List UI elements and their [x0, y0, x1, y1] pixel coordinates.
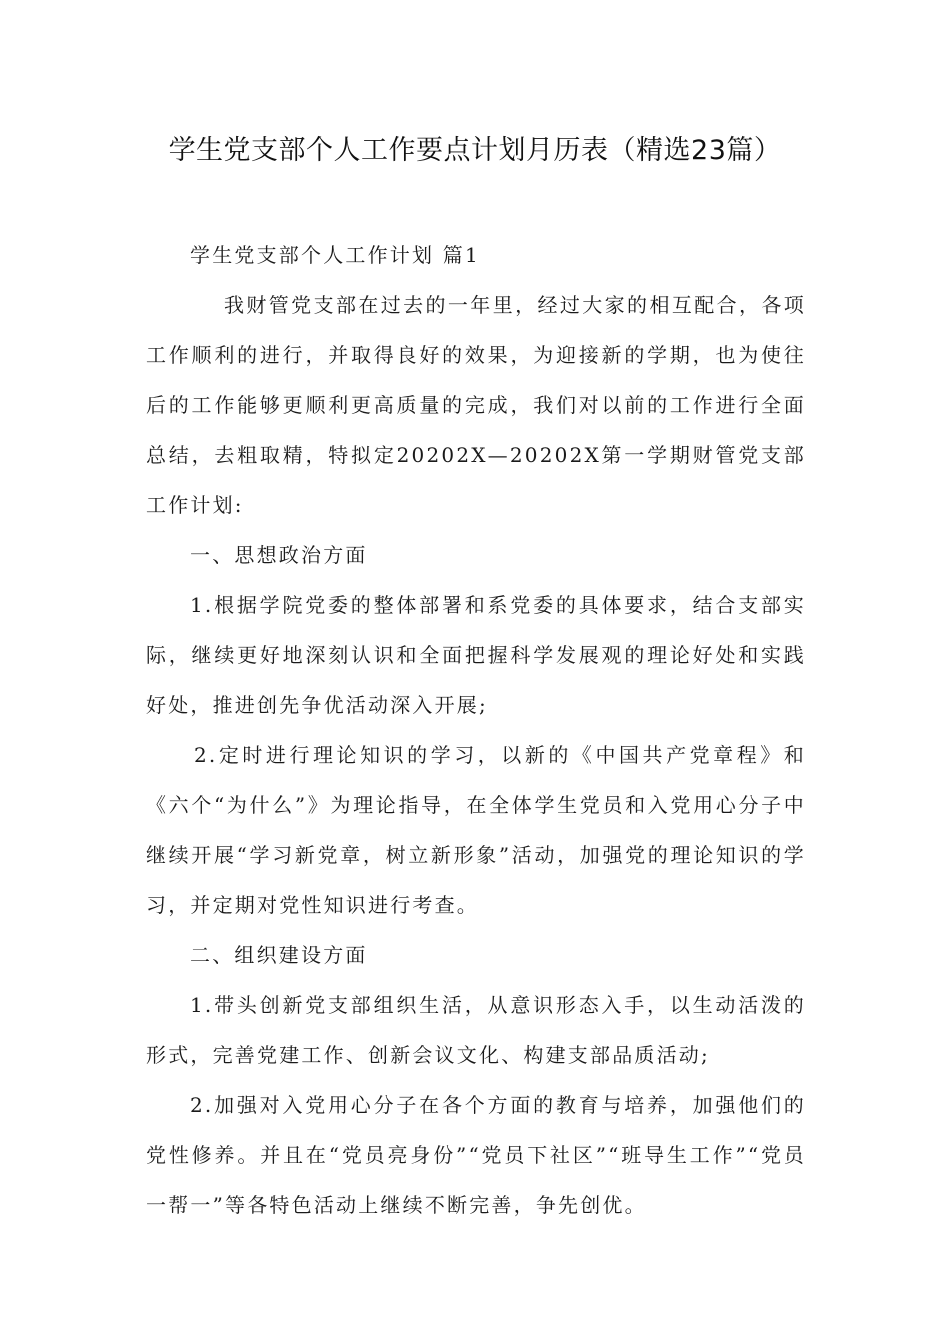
- ideology-item-1: 1.根据学院党委的整体部署和系党委的具体要求，结合支部实际，继续更好地深刻认识和全面把握科学发展观的理论好处和实践好处，推进创先争优活动深入开展;: [146, 593, 806, 717]
- ideology-item-2: 2.定时进行理论知识的学习，以新的《中国共产党章程》和《六个“为什么”》为理论指导，在全体学生党员和入党用心分子中继续开展“学习新党章，树立新形象”活动，加强党的理论知识的学习，并定期对党性知识进行考查。: [146, 743, 806, 917]
- organization-item-1: 1.带头创新党支部组织生活，从意识形态入手，以生动活泼的形式，完善党建工作、创新会议文化、构建支部品质活动;: [146, 993, 806, 1067]
- section-heading-ideology: 一、思想政治方面: [190, 543, 368, 567]
- document-body: [146, 230, 806, 1230]
- intro-paragraph: 我财管党支部在过去的一年里，经过大家的相互配合，各项工作顺利的进行，并取得良好的效果，为迎接新的学期，也为使往后的工作能够更顺利更高质量的完成，我们对以前的工作进行全面总结，去粗取精，特拟定20202X—20202X第一学期财管党支部工作计划:: [146, 293, 806, 517]
- document-title: 学生党支部个人工作要点计划月历表（精选23篇）: [168, 135, 782, 166]
- organization-item-2: 2.加强对入党用心分子在各个方面的教育与培养，加强他们的党性修养。并且在“党员亮身份”“党员下社区”“班导生工作”“党员一帮一”等各特色活动上继续不断完善，争先创优。: [146, 1093, 806, 1217]
- section-heading-organization: 二、组织建设方面: [190, 943, 368, 967]
- section-subtitle: 学生党支部个人工作计划 篇1: [190, 243, 480, 267]
